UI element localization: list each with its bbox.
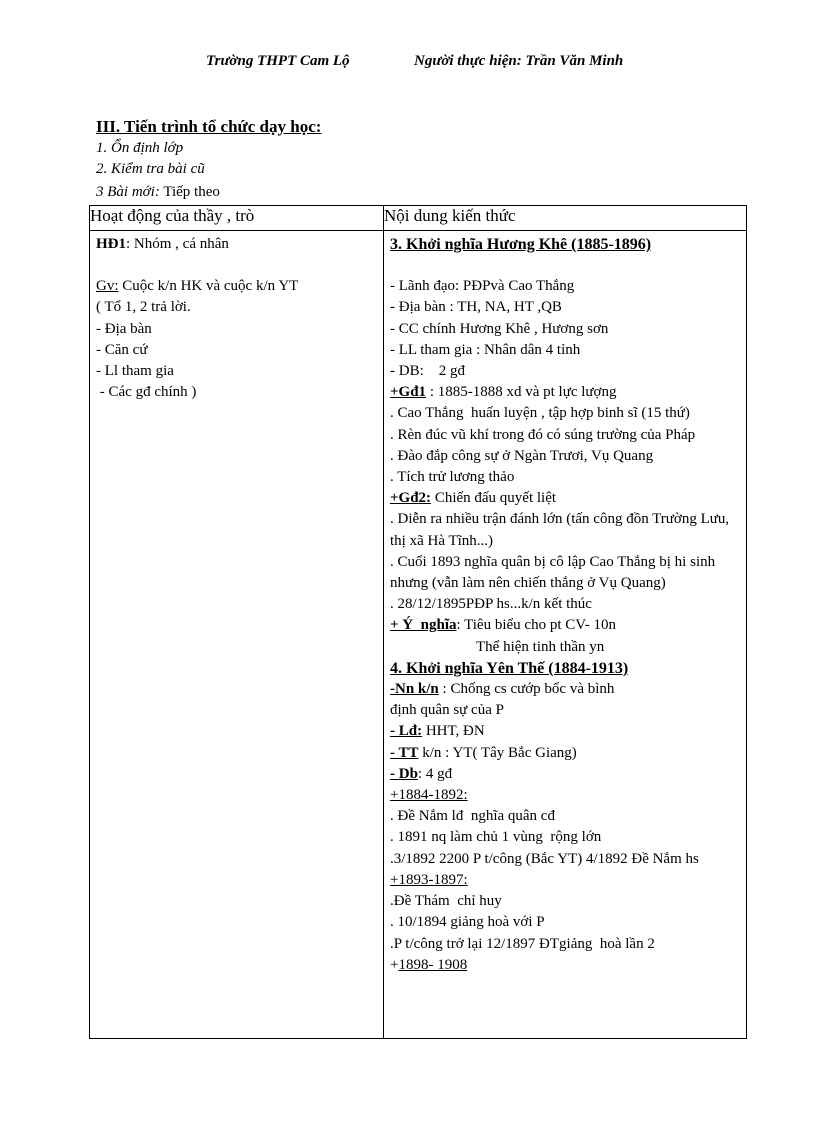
content-line: . Diễn ra nhiều trận đánh lớn (tấn công đồn Trường Lưu, thị xã Hà Tĩnh...) <box>390 511 730 549</box>
content-line: . Cuối 1893 nghĩa quân bị cô lập Cao Thắng bị hi sinh nhưng (vẫn làm nên chiến thắng ở Vụ Quang) <box>390 553 716 592</box>
hd1-text: : Nhóm , cá nhân <box>126 236 229 252</box>
col-header-content: Nội dung kiến thức <box>384 206 747 231</box>
content-cell <box>384 231 747 1039</box>
y-nghia-text: : Tiêu biểu cho pt CV- 10n <box>456 617 616 634</box>
gv-label: Gv: <box>96 278 119 295</box>
nn-label: -Nn k/n <box>390 681 439 698</box>
period-1893-1897: +1893-1897: <box>390 871 468 888</box>
gd1-label: +Gđ1 <box>390 384 427 401</box>
step-3-text: Tiếp theo <box>159 184 220 200</box>
hd1-label: HĐ1 <box>96 236 126 252</box>
gd2-label: +Gđ2: <box>390 490 432 507</box>
db-text: : 4 gđ <box>417 765 453 782</box>
content-line: - Địa bàn : TH, NA, HT ,QB <box>390 299 562 316</box>
content-line: - LL tham gia : Nhân dân 4 tỉnh <box>390 341 581 358</box>
heading-yen-the: 4. Khởi nghĩa Yên Thế (1884-1913) <box>390 659 629 677</box>
content-line: . 28/12/1895PĐP hs...k/n kết thúc <box>390 596 592 613</box>
content-line: . Đề Nắm lđ nghĩa quân cđ <box>390 808 555 825</box>
content-line: . Rèn đúc vũ khí trong đó có súng trường của Pháp <box>390 426 696 443</box>
nn-line2: định quân sự của P <box>390 702 504 719</box>
activities-cell <box>90 231 384 1039</box>
y-nghia-line2: Thể hiện tinh thần yn <box>476 638 605 655</box>
content-line: . Cao Thắng huấn luyện , tập hợp binh sĩ (15 thứ) <box>390 405 690 422</box>
db-label: - Db <box>390 765 418 782</box>
page-header <box>0 53 816 73</box>
step-3-label: 3 Bài mới: <box>96 184 160 200</box>
content-line: . Đào đắp công sự ở Ngàn Trươi, Vụ Quang <box>390 447 654 464</box>
left-line: - Các gđ chính ) <box>96 384 197 401</box>
content-line: - DB: 2 gđ <box>390 363 465 380</box>
school-name: Trường THPT Cam Lộ <box>206 53 350 69</box>
gd2-text: Chiến đấu quyết liệt <box>431 490 557 507</box>
period-1898-1908: 1898- 1908 <box>398 956 468 973</box>
content-line: . 1891 nq làm chủ 1 vùng rộng lớn <box>390 829 602 846</box>
ld-text: HHT, ĐN <box>422 723 485 740</box>
step-2: 2. Kiểm tra bài cũ <box>96 161 205 177</box>
left-line: - Ll tham gia <box>96 363 174 380</box>
left-line: ( Tổ 1, 2 trả lời. <box>96 299 191 316</box>
teacher-name: Người thực hiện: Trần Văn Minh <box>414 53 624 69</box>
period-1884-1892: +1884-1892: <box>390 787 468 804</box>
ld-label: - Lđ: <box>390 723 423 740</box>
content-line: .Đề Thám chỉ huy <box>390 893 502 910</box>
content-line: .P t/công trở lại 12/1897 ĐTgiảng hoà lần 2 <box>390 935 655 952</box>
tt-text: k/n : YT( Tây Bắc Giang) <box>418 744 577 761</box>
y-nghia-label: + Ý nghĩa <box>390 617 457 634</box>
content-line: . Tích trử lương thảo <box>390 469 515 486</box>
content-line: - CC chính Hương Khê , Hương sơn <box>390 320 609 337</box>
gv-text: Cuộc k/n HK và cuộc k/n YT <box>118 278 299 295</box>
section-title: III. Tiến trình tổ chức dạy học: <box>96 117 322 136</box>
col-header-activities: Hoạt động của thầy , trò <box>90 206 384 231</box>
nn-text: : Chống cs cướp bốc và bình <box>438 681 615 698</box>
lesson-table <box>89 205 747 1039</box>
step-1: 1. Ổn định lớp <box>96 140 184 156</box>
left-line: - Địa bàn <box>96 320 152 337</box>
gd1-text: : 1885-1888 xd và pt lực lượng <box>426 384 617 401</box>
step-3 <box>96 184 220 201</box>
period-1898-prefix: + <box>390 956 399 973</box>
left-line: - Căn cứ <box>96 341 148 358</box>
content-line: .3/1892 2200 P t/công (Bắc YT) 4/1892 Đề Nắm hs <box>390 850 699 867</box>
content-line: . 10/1894 giảng hoà với P <box>390 914 545 931</box>
content-line: - Lãnh đạo: PĐPvà Cao Thắng <box>390 278 575 295</box>
tt-label: - TT <box>390 744 419 761</box>
heading-huong-khe: 3. Khởi nghĩa Hương Khê (1885-1896) <box>390 236 652 253</box>
